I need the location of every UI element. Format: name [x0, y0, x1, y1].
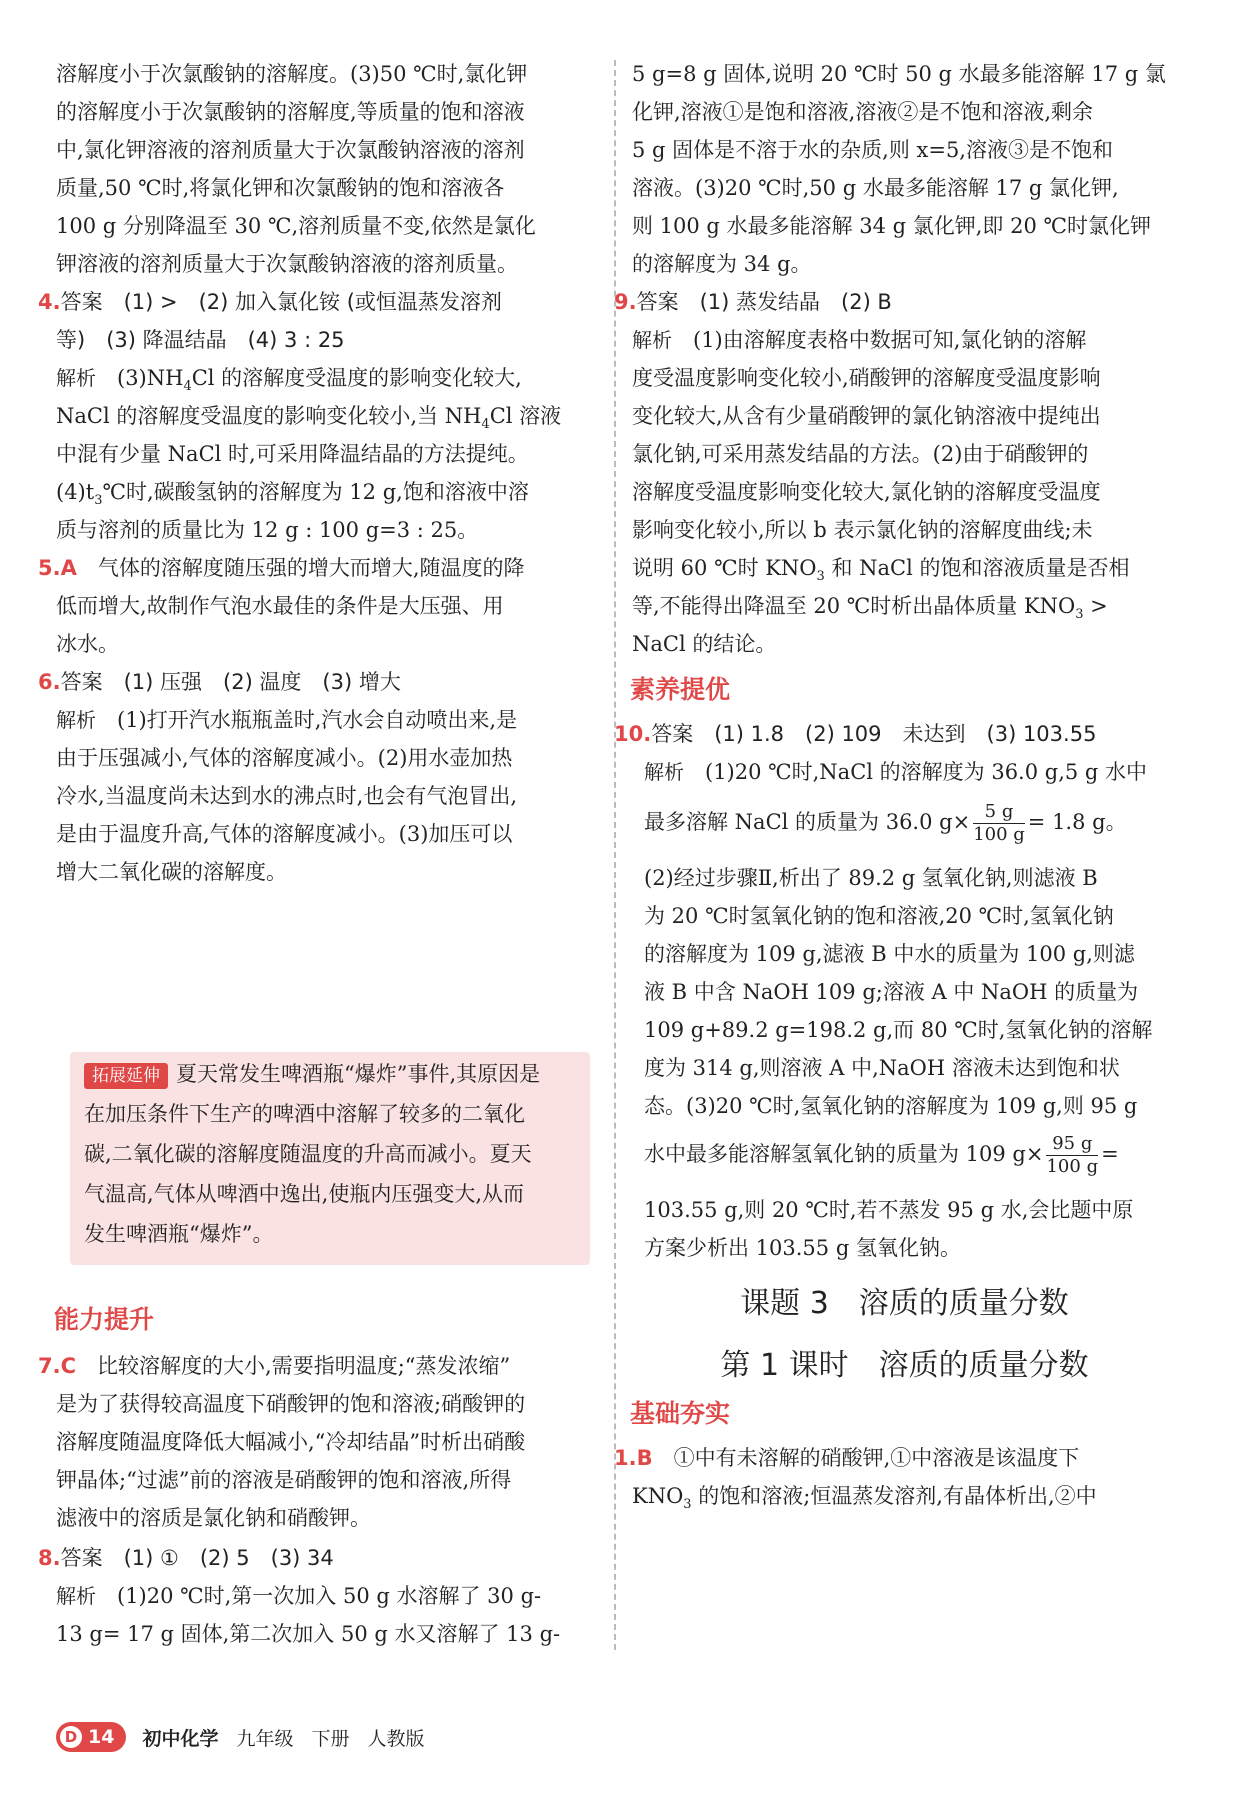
fraction: $\frac{5 g}{100 g}$: [973, 801, 1025, 845]
text-line: 钾溶液的溶剂质量大于次氯酸钠溶液的溶剂质量。: [56, 252, 518, 276]
fraction: $\frac{95 g}{100 g}$: [1046, 1133, 1099, 1177]
page-number: 14: [88, 1726, 115, 1748]
text-line: 则 100 g 水最多能溶解 34 g 氯化钾,即 20 ℃时氯化钾: [632, 214, 1151, 238]
text-line: 低而增大,故制作气泡水最佳的条件是大压强、用: [56, 594, 504, 618]
page-badge: [56, 1722, 126, 1752]
q4-number: 4.: [38, 290, 61, 314]
text-line: 的溶解度为 34 g。: [632, 252, 812, 276]
text-line: 是由于温度升高,气体的溶解度减小。(3)加压可以: [56, 822, 513, 846]
text-line: NaCl 的溶解度受温度的影响变化较小,当 $NH_4Cl$ 溶液: [56, 404, 562, 433]
text-line: 气温高,气体从啤酒中逸出,使瓶内压强变大,从而: [84, 1182, 525, 1206]
extension-box: 拓展延伸 夏天常发生啤酒瓶“爆炸”事件,其原因是 在加压条件下生产的啤酒中溶解了较多的二氧化 碳,二氧化碳的溶解度随温度的升高而减小。夏天 气温高,气体从啤酒中逸出,使瓶内压强变大,从而 发生啤酒瓶“爆炸”。: [70, 1052, 590, 1265]
text-line: 中混有少量 NaCl 时,可采用降温结晶的方法提纯。: [56, 442, 529, 466]
text-line: 溶解度受温度影响变化较大,氯化钠的溶解度受温度: [632, 480, 1101, 504]
text-line: 等) (3) 降温结晶 (4) 3 : 25: [56, 328, 345, 352]
q9-explanation: 解析 (1)由溶解度表格中数据可知,氯化钠的溶解: [632, 328, 1087, 352]
text-line: 液 B 中含 NaOH 109 g;溶液 A 中 NaOH 的质量为: [644, 980, 1139, 1004]
footer-edition: 人教版: [367, 1727, 425, 1750]
page-footer: [56, 1720, 443, 1754]
text-line: 变化较大,从含有少量硝酸钾的氯化钠溶液中提纯出: [632, 404, 1101, 428]
q10-explanation: 解析 (1)20 ℃时,NaCl 的溶解度为 36.0 g,5 g 水中: [644, 760, 1148, 784]
footer-volume: 下册: [311, 1727, 350, 1750]
text-line: 由于压强减小,气体的溶解度减小。(2)用水壶加热: [56, 746, 513, 770]
section-quality: 素养提优: [630, 675, 731, 704]
text-line: 滤液中的溶质是氯化钠和硝酸钾。: [56, 1506, 371, 1530]
lesson-title: 第 1 课时 溶质的质量分数: [720, 1348, 1089, 1383]
q9-answer: 9.答案 (1) 蒸发结晶 (2) B: [614, 290, 892, 314]
footer-subject: 初中化学: [142, 1727, 219, 1750]
text-line: 溶液。(3)20 ℃时,50 g 水最多能溶解 17 g 氯化钾,: [632, 176, 1119, 200]
text-line: 发生啤酒瓶“爆炸”。: [84, 1222, 274, 1246]
text-line: 等,不能得出降温至 20 ℃时析出晶体质量 $KNO_3$ >: [632, 594, 1108, 623]
q8-answer: 8.答案 (1) ① (2) 5 (3) 34: [38, 1546, 334, 1570]
text-line: 溶解度随温度降低大幅减小,“冷却结晶”时析出硝酸: [56, 1430, 526, 1454]
text-line: 103.55 g,则 20 ℃时,若不蒸发 95 g 水,会比题中原: [644, 1198, 1134, 1222]
text-line: 质与溶剂的质量比为 12 g : 100 g=3 : 25。: [56, 518, 479, 542]
q4-answer: 4.答案 (1) > (2) 加入氯化铵 (或恒温蒸发溶剂: [38, 290, 502, 314]
text-line: 质量,50 ℃时,将氯化钾和次氯酸钠的饱和溶液各: [56, 176, 505, 200]
text-line: 5 g 固体是不溶于水的杂质,则 x=5,溶液③是不饱和: [632, 138, 1113, 162]
text-line: 冷水,当温度尚未达到水的沸点时,也会有气泡冒出,: [56, 784, 518, 808]
topic-title: 课题 3 溶质的质量分数: [740, 1286, 1069, 1321]
text-line: 度受温度影响变化较小,硝酸钾的溶解度受温度影响: [632, 366, 1101, 390]
q8-explanation: 解析 (1)20 ℃时,第一次加入 50 g 水溶解了 30 g-: [56, 1584, 542, 1608]
footer-grade: 九年级: [236, 1727, 294, 1750]
text-line: 100 g 分别降温至 30 ℃,溶剂质量不变,依然是氯化: [56, 214, 536, 238]
q1: 1.B ①中有未溶解的硝酸钾,①中溶液是该温度下: [614, 1446, 1080, 1470]
text-line: NaCl 的结论。: [632, 632, 777, 656]
text-line: 是为了获得较高温度下硝酸钾的饱和溶液;硝酸钾的: [56, 1392, 526, 1416]
fraction-line: 最多溶解 NaCl 的质量为 36.0 g× $\frac{5 g}{100 g}$ = 1.8 g。: [644, 801, 1127, 845]
q4-explanation: 解析 $(3)NH_4Cl$ 的溶解度受温度的影响变化较大,: [56, 366, 522, 395]
text-line: 溶解度小于次氯酸钠的溶解度。(3)50 ℃时,氯化钾: [56, 62, 528, 86]
text-line: 中,氯化钾溶液的溶剂质量大于次氯酸钠溶液的溶剂: [56, 138, 525, 162]
text-line: 态。(3)20 ℃时,氢氧化钠的溶解度为 109 g,则 95 g: [644, 1094, 1138, 1118]
text-line: 增大二氧化碳的溶解度。: [56, 860, 287, 884]
text-line: (2)经过步骤Ⅱ,析出了 89.2 g 氢氧化钠,则滤液 B: [644, 866, 1098, 890]
text-line: 为 20 ℃时氢氧化钠的饱和溶液,20 ℃时,氢氧化钠: [644, 904, 1114, 928]
text-line: $KNO_3$ 的饱和溶液;恒温蒸发溶剂,有晶体析出,②中: [632, 1484, 1097, 1513]
text-line: 化钾,溶液①是饱和溶液,溶液②是不饱和溶液,剩余: [632, 100, 1094, 124]
q6-answer: 6.答案 (1) 压强 (2) 温度 (3) 增大: [38, 670, 401, 694]
text-line: $(4)t_3℃$时,碳酸氢钠的溶解度为 12 g,饱和溶液中溶: [56, 480, 529, 509]
text-line: 说明 60 ℃时 $KNO_3$ 和 NaCl 的饱和溶液质量是否相: [632, 556, 1130, 585]
section-ability: 能力提升: [54, 1305, 155, 1334]
fraction-line: 水中最多能溶解氢氧化钠的质量为 109 g× $\frac{95 g}{100 g}$ =: [644, 1133, 1119, 1177]
section-basic: 基础夯实: [630, 1399, 731, 1428]
text-line: 在加压条件下生产的啤酒中溶解了较多的二氧化: [84, 1102, 525, 1126]
badge-letter: D: [60, 1726, 82, 1748]
q5: 5.A 气体的溶解度随压强的增大而增大,随温度的降: [38, 556, 525, 580]
text-line: 碳,二氧化碳的溶解度随温度的升高而减小。夏天: [84, 1142, 532, 1166]
text-line: 影响变化较小,所以 b 表示氯化钠的溶解度曲线;未: [632, 518, 1093, 542]
text-line: 钾晶体;“过滤”前的溶液是硝酸钾的饱和溶液,所得: [56, 1468, 512, 1492]
q6-explanation: 解析 (1)打开汽水瓶瓶盖时,汽水会自动喷出来,是: [56, 708, 518, 732]
text-line: 度为 314 g,则溶液 A 中,NaOH 溶液未达到饱和状: [644, 1056, 1120, 1080]
extension-tag: 拓展延伸: [84, 1063, 168, 1089]
text-line: 冰水。: [56, 632, 119, 656]
text-line: 的溶解度小于次氯酸钠的溶解度,等质量的饱和溶液: [56, 100, 525, 124]
text-line: 13 g= 17 g 固体,第二次加入 50 g 水又溶解了 13 g-: [56, 1622, 561, 1646]
q10-answer: 10.答案 (1) 1.8 (2) 109 未达到 (3) 103.55: [614, 722, 1097, 746]
text-line: 的溶解度为 109 g,滤液 B 中水的质量为 100 g,则滤: [644, 942, 1135, 966]
text-line: 氯化钠,可采用蒸发结晶的方法。(2)由于硝酸钾的: [632, 442, 1089, 466]
text-line: 109 g+89.2 g=198.2 g,而 80 ℃时,氢氧化钠的溶解: [644, 1018, 1153, 1042]
text-line: 方案少析出 103.55 g 氢氧化钠。: [644, 1236, 961, 1260]
text-line: 5 g=8 g 固体,说明 20 ℃时 50 g 水最多能溶解 17 g 氯: [632, 62, 1166, 86]
q7: 7.C 比较溶解度的大小,需要指明温度;“蒸发浓缩”: [38, 1354, 511, 1378]
